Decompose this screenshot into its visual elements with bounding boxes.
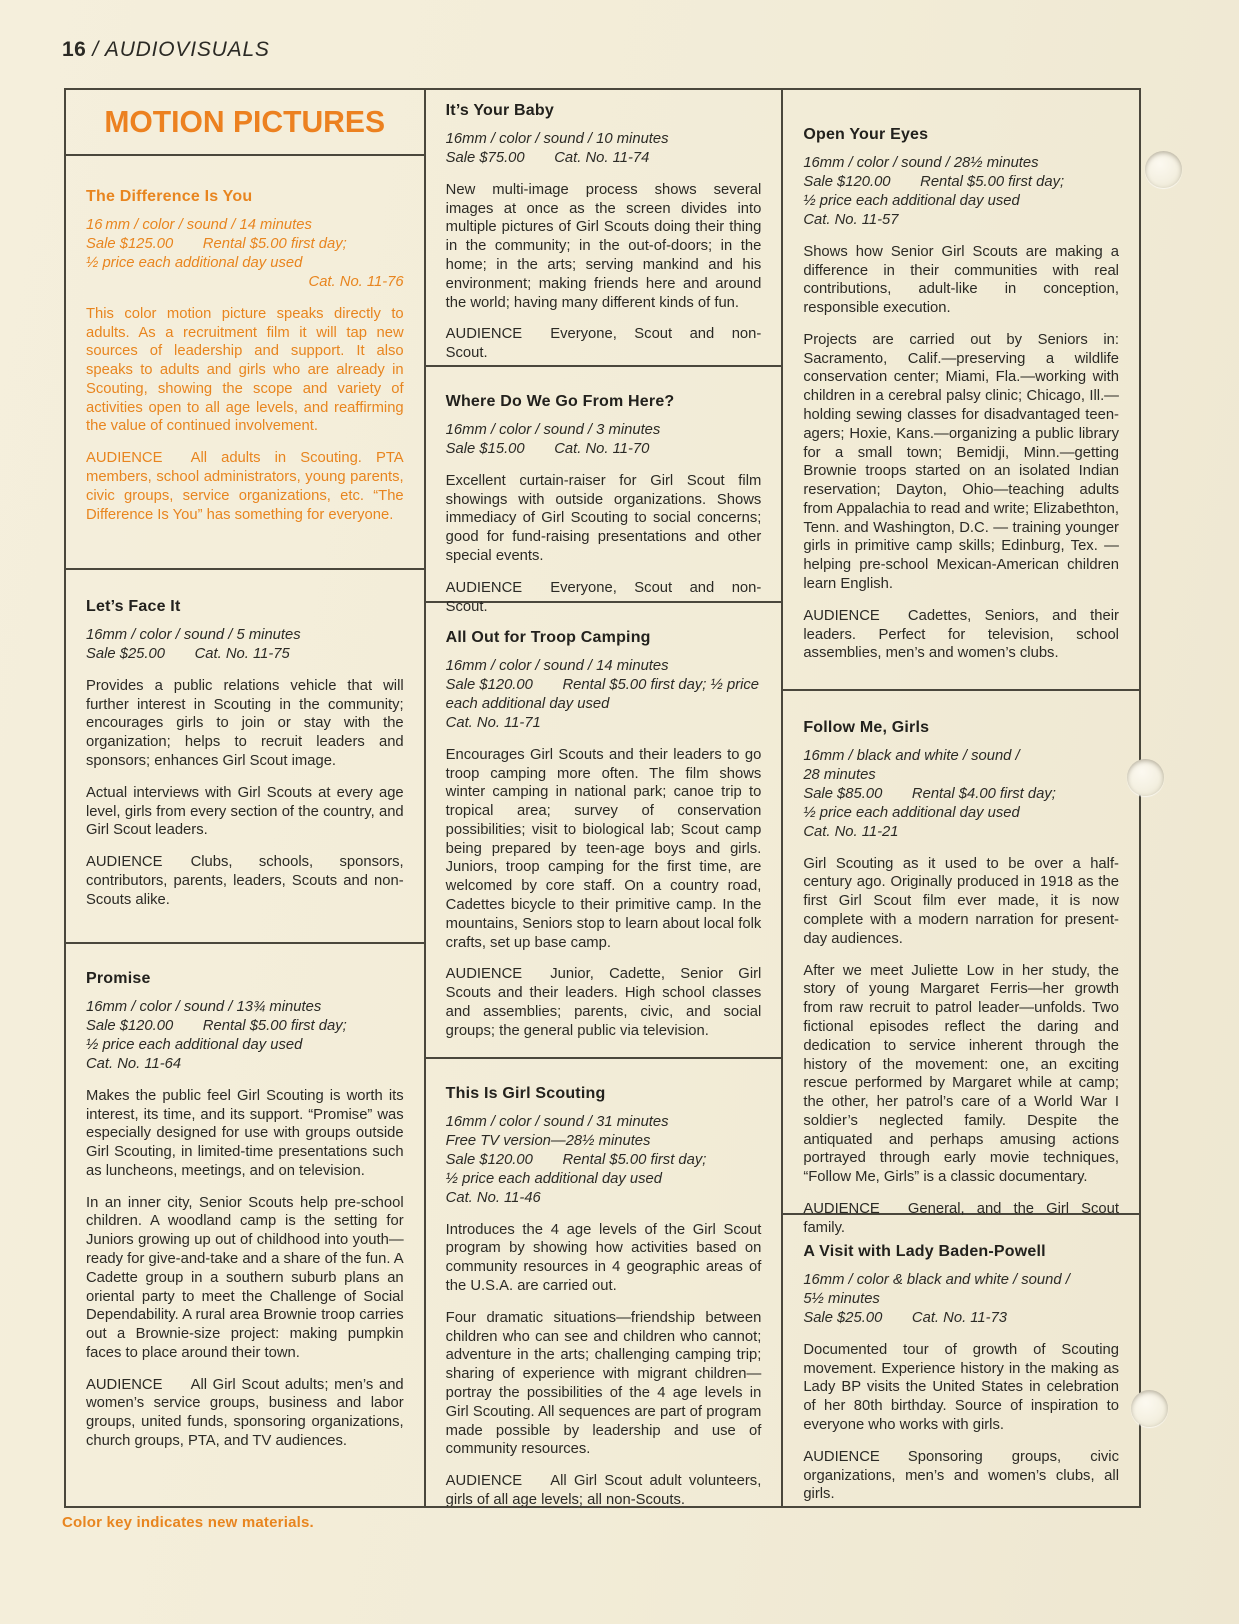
section-headline-cell [66,90,424,156]
spec-line: 16mm / color / sound / 5 minutes [86,627,301,643]
spec-line: ½ price each additional day used [445,1170,663,1187]
audience-label: AUDIENCE [445,1473,523,1490]
film-description: Excellent curtain-raiser for Girl Scout film showings with outside organizations. Shows immediacy of Girl Scouting to social concerns; good for fund-raising presentations and other special events. [445,472,762,564]
audience-text: All Girl Scout adults; men’s and women’s service groups, business and labor groups, united funds, sponsoring organizations, church groups, PTA, and TV audiences. [86,1376,404,1450]
spec-line: Sale $120.00 Rental $5.00 first day; [86,1017,347,1034]
column-2 [424,90,782,1506]
spec-line: 16mm / color / sound / 14 minutes [445,658,669,674]
film-entry [66,156,424,570]
audience-note [446,1472,762,1506]
film-title: Where Do We Go From Here? [445,393,675,410]
audience-text: Everyone, Scout and non-Scout. [445,326,762,362]
audience-text: Everyone, Scout and non-Scout. [445,579,762,615]
audience-text: All adults in Scouting. PTA members, school administrators, young parents, civic groups, service organizations, etc. “The Difference Is You” has something for everyone. [86,450,404,523]
film-specs [803,747,1119,842]
film-description: Four dramatic situations—friendship between children who can see and children who cannot; adventure in the arts; challenging camping trip; sharing of experience with migrant children—portray the possibilities of the 4 age levels in Girl Scouting. All sequences are part of program made possible by leadership and use of community resources. [445,1309,762,1458]
film-title: Follow Me, Girls [803,719,930,736]
audience-text: Clubs, schools, sponsors, contributors, parents, leaders, Scouts and non-Scouts alike. [86,854,404,908]
audience-label: AUDIENCE [803,607,880,624]
film-entry [66,570,424,944]
film-description: Provides a public relations vehicle that will further interest in Scouting in the community; encourages girls to join or stay with the organization; helps to recruit leaders and sponsors; enhances Girl Scout image. [86,677,404,769]
film-specs [446,421,762,459]
film-entry [783,90,1139,691]
spec-line: ½ price each additional day used [86,1036,303,1053]
film-description: After we meet Juliette Low in her study, the story of young Margaret Ferris—her growth from raw recruit to patrol leader—unfolds. Two fictional episodes reflect the daring and dedication to service inherent through the history of the movement: one, an exciting rescue performed by Margaret while at camp; the other, her patrol’s care of a World War I soldier’s neglected family. Despite the antiquated and perhaps amusing actions portrayed through early movie techniques, “Follow Me, Girls” is a classic documentary. [803,962,1119,1186]
film-description: New multi-image process shows several images at once as the screen divides into multiple pictures of Girl Scouts doing their thing in the community; in the out-of-doors; in the home; in the arts; serving mankind and his environment; making friends here and around the world; having many different kinds of fun. [445,181,762,311]
punch-hole-bottom [1131,1390,1168,1427]
spec-line: Sale $120.00 Rental $5.00 first day; [445,1151,707,1168]
film-specs [86,626,404,664]
audience-label: AUDIENCE [86,1376,163,1393]
film-description: Encourages Girl Scouts and their leaders to go troop camping more often. The film shows winter camping in national park; canoe trip to tropical area; survey of conservation possibilities; visit to biological lab; Scout camp being prepared by teen-age boys and girls. Juniors, troop camping for the first time, are welcomed by core staff. On a country road, Cadettes bicycle to their primitive camp. In the mountains, Seniors stop to learn about local folk crafts, set up base camp. [445,746,762,951]
spec-line: 16mm / color / sound / 31 minutes [445,1114,669,1130]
punch-hole-top [1145,151,1182,188]
audience-note [803,1448,1119,1504]
film-description: Documented tour of growth of Scouting movement. Experience history in the making as Lady BP visits the United States in celebration of her 80th birthday. Source of inspiration to everyone who works with girls. [803,1341,1119,1433]
spec-line: 16mm / color / sound / 13¾ minutes [86,999,322,1015]
spec-line: Sale $75.00 Cat. No. 11-74 [445,149,650,166]
film-description: Introduces the 4 age levels of the Girl Scout program by showing how activities based on community resources in 4 geographic areas of the U.S.A. are carried out. [445,1221,762,1295]
catalog-grid [64,88,1141,1508]
audience-label: AUDIENCE [445,966,523,983]
spec-line: 28 minutes [803,766,876,783]
film-specs [86,998,404,1074]
film-title: Promise [86,970,151,987]
motion-pictures-title: MOTION PICTURES [104,104,386,139]
spec-line: 16mm / color / sound / 28½ minutes [803,155,1039,171]
audience-label: AUDIENCE [445,326,523,343]
spec-line: Free TV version—28½ minutes [445,1132,651,1149]
film-title: It’s Your Baby [445,102,554,119]
film-specs [803,154,1119,230]
film-title: Let’s Face It [86,598,181,615]
film-title: Open Your Eyes [803,126,929,143]
audience-label: AUDIENCE [86,854,163,871]
spec-line: Sale $25.00 Cat. No. 11-75 [86,645,290,662]
page-header [62,38,270,62]
audience-note [446,965,762,1040]
film-entry [426,603,782,1059]
film-entry [426,90,782,367]
column-3 [781,90,1139,1506]
film-title: The Difference Is You [86,188,253,205]
film-specs [446,657,762,733]
film-entry [783,691,1139,1236]
spec-line: Sale $25.00 Cat. No. 11-73 [803,1309,1008,1326]
film-description: Actual interviews with Girl Scouts at every age level, girls from every section of the country, and Girl Scout leaders. [86,784,404,839]
audience-text: General, and the Girl Scout family. [803,1200,1119,1236]
audience-note [86,1376,404,1451]
audience-note [86,853,404,909]
spec-line: Sale $15.00 Cat. No. 11-70 [445,440,650,457]
spec-line: Sale $125.00 Rental $5.00 first day; [86,235,347,252]
film-title: A Visit with Lady Baden-Powell [803,1243,1046,1260]
spec-line: Sale $120.00 Rental $5.00 first day; ½ price each additional day used [445,676,764,712]
section-header-title: / AUDIOVISUALS [92,38,270,61]
film-description: This color motion picture speaks directly to adults. As a recruitment film it will tap new sources of leadership and support. It also speaks to adults and girls who are already in Scouting, showing the scope and variety of activities open to all age levels, and reaffirming the value of continued involvement. [86,305,404,435]
spec-line: Cat. No. 11-57 [803,211,899,228]
film-entry [426,1059,782,1506]
color-key-note: Color key indicates new materials. [62,1514,314,1531]
audience-text: All Girl Scout adult volunteers, girls of all age levels; all non-Scouts. [445,1473,762,1506]
film-title: This Is Girl Scouting [445,1085,606,1102]
audience-label: AUDIENCE [445,579,523,596]
column-1 [66,90,424,1506]
spec-line: 16mm / color / sound / 10 minutes [445,131,669,147]
film-specs [803,1271,1119,1328]
spec-line: Cat. No. 11-46 [445,1189,541,1206]
film-entry [66,944,424,1506]
spec-line: 5½ minutes [803,1290,880,1307]
film-entry [426,367,782,615]
audience-text: Cadettes, Seniors, and their leaders. Perfect for television, school assemblies, men’s and women’s clubs. [803,607,1119,662]
spec-line: ½ price each additional day used [803,192,1020,209]
spec-line: ½ price each additional day used [803,804,1020,821]
audience-note [86,449,404,524]
spec-line: Cat. No. 11-64 [86,1055,182,1072]
film-description: In an inner city, Senior Scouts help pre-school children. A woodland camp is the setting for Juniors growing up out of childhood into youth—ready for give-and-take and a share of the fun. A Cadette group in a southern suburb plans an oriental party to meet the Challenge of Social Dependability. A rural area Brownie troop carries out a Brownie-size project: making pumpkin faces to place around their town. [86,1194,404,1361]
spec-line: 16mm / black and white / sound / [803,748,1020,764]
film-description: Projects are carried out by Seniors in: Sacramento, Calif.—preserving a wildlife conservation center; Miami, Fla.—working with children in a cerebral palsy clinic; Chicago, Ill.—holding sewing classes for disadvantaged teen-agers; Hoxie, Kans.—organizing a public library for a small town; Bemidji, Minn.—getting Brownie troops started on an isolated Indian reservation; Dayton, Ohio—teaching adults from Appalachia to read and write; Elizabethton, Tenn. and Washington, D.C. — training younger girls in primitive camp skills; Edinburg, Tex. — helping pre-school Mexican-American children learn English. [803,331,1119,593]
page-number: 16 [62,38,87,61]
spec-line: Cat. No. 11-76 [308,273,404,290]
spec-line: Cat. No. 11-21 [803,823,899,840]
audience-label: AUDIENCE [803,1448,880,1465]
audience-label: AUDIENCE [803,1200,880,1217]
spec-line: Sale $120.00 Rental $5.00 first day; [803,173,1065,190]
audience-label: AUDIENCE [86,450,163,467]
audience-note [446,325,762,363]
spec-line: 16 mm / color / sound / 14 minutes [86,217,312,233]
punch-hole-middle [1127,759,1164,796]
film-entry [783,1215,1139,1506]
film-specs [86,216,404,292]
audience-text: Sponsoring groups, civic organizations, men’s and women’s clubs, all girls. [803,1448,1119,1503]
film-description: Makes the public feel Girl Scouting is worth its interest, its time, and its support. “Promise” was especially designed for use with groups outside Girl Scouting, in limited-time presentations such as luncheons, meetings, and on television. [86,1087,404,1179]
audience-note [803,607,1119,663]
spec-line: Cat. No. 11-71 [445,714,541,731]
spec-line: ½ price each additional day used [86,254,303,271]
spec-line: 16mm / color & black and white / sound / [803,1272,1070,1288]
film-specs [446,1113,762,1208]
film-description: Shows how Senior Girl Scouts are making a difference in their communities with real contributions, adult-like in conception, responsible execution. [803,243,1119,317]
audience-text: Junior, Cadette, Senior Girl Scouts and their leaders. High school classes and assemblies; parents, civic, and social groups; the general public via television. [445,966,762,1039]
spec-line: 16mm / color / sound / 3 minutes [445,422,661,438]
film-title: All Out for Troop Camping [445,629,651,646]
film-description: Girl Scouting as it used to be over a half-century ago. Originally produced in 1918 as the first Girl Scout film ever made, it is now complete with a modern narration for present-day audiences. [803,855,1119,947]
spec-line: Sale $85.00 Rental $4.00 first day; [803,785,1056,802]
film-specs [446,130,762,168]
